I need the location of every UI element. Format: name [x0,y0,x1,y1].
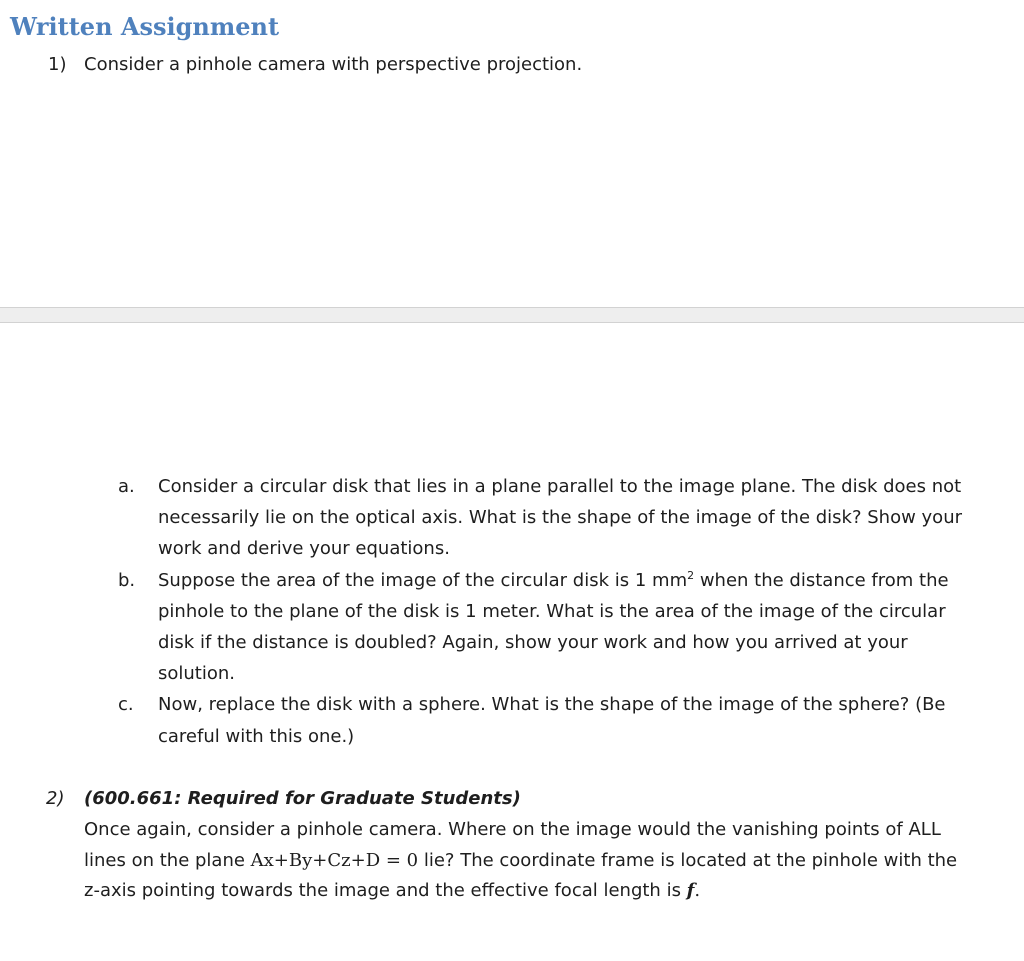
question-1-number: 1) [48,54,67,75]
question-2-body [84,815,976,907]
focal-length-symbol: f [686,880,695,902]
part-b-text-after: when the distance from the pinhole to the plane of the disk is 1 meter. What is the area of the image of the circular disk if the distance is doubled? Again, show your work and how you arrived at your solution. [158,569,949,685]
question-1 [48,54,582,75]
part-b-text-before: Suppose the area of the image of the circular disk is 1 mm [158,569,688,591]
list-item [118,689,978,751]
list-item [118,471,978,565]
part-b-letter: b. [118,569,136,591]
part-a-letter: a. [118,476,135,497]
page-break-divider [0,307,1024,323]
document-title: Written Assignment [10,12,280,41]
question-2-number: 2) [46,788,65,809]
question-2-text-after: lie? The coordinate frame is located at the pinhole with the z-axis pointing towards the image and the effective focal length is [84,849,958,902]
list-item [118,565,978,690]
question-2-end-punct: . [694,880,701,902]
part-b-superscript: 2 [687,568,695,582]
question-2-text-before: Once again, consider a pinhole camera. Where on the image would the vanishing points of ALL lines on the plane [84,818,941,871]
question-2-header [46,784,976,815]
plane-equation: Ax+By+Cz+D = 0 [250,849,419,871]
question-2-header-text: (600.661: Required for Graduate Students) [84,788,521,809]
question-1-text: Consider a pinhole camera with perspective projection. [84,54,583,75]
part-a-text: Consider a circular disk that lies in a plane parallel to the image plane. The disk does not necessarily lie on the optical axis. What is the shape of the image of the disk? Show your work and derive your equations. [158,476,963,560]
question-1-parts-list [118,471,978,752]
part-c-letter: c. [118,694,134,716]
part-c-text: Now, replace the disk with a sphere. What is the shape of the image of the sphere? (Be careful with this one.) [158,694,946,747]
question-2 [46,784,976,907]
part-b-text [158,565,978,690]
